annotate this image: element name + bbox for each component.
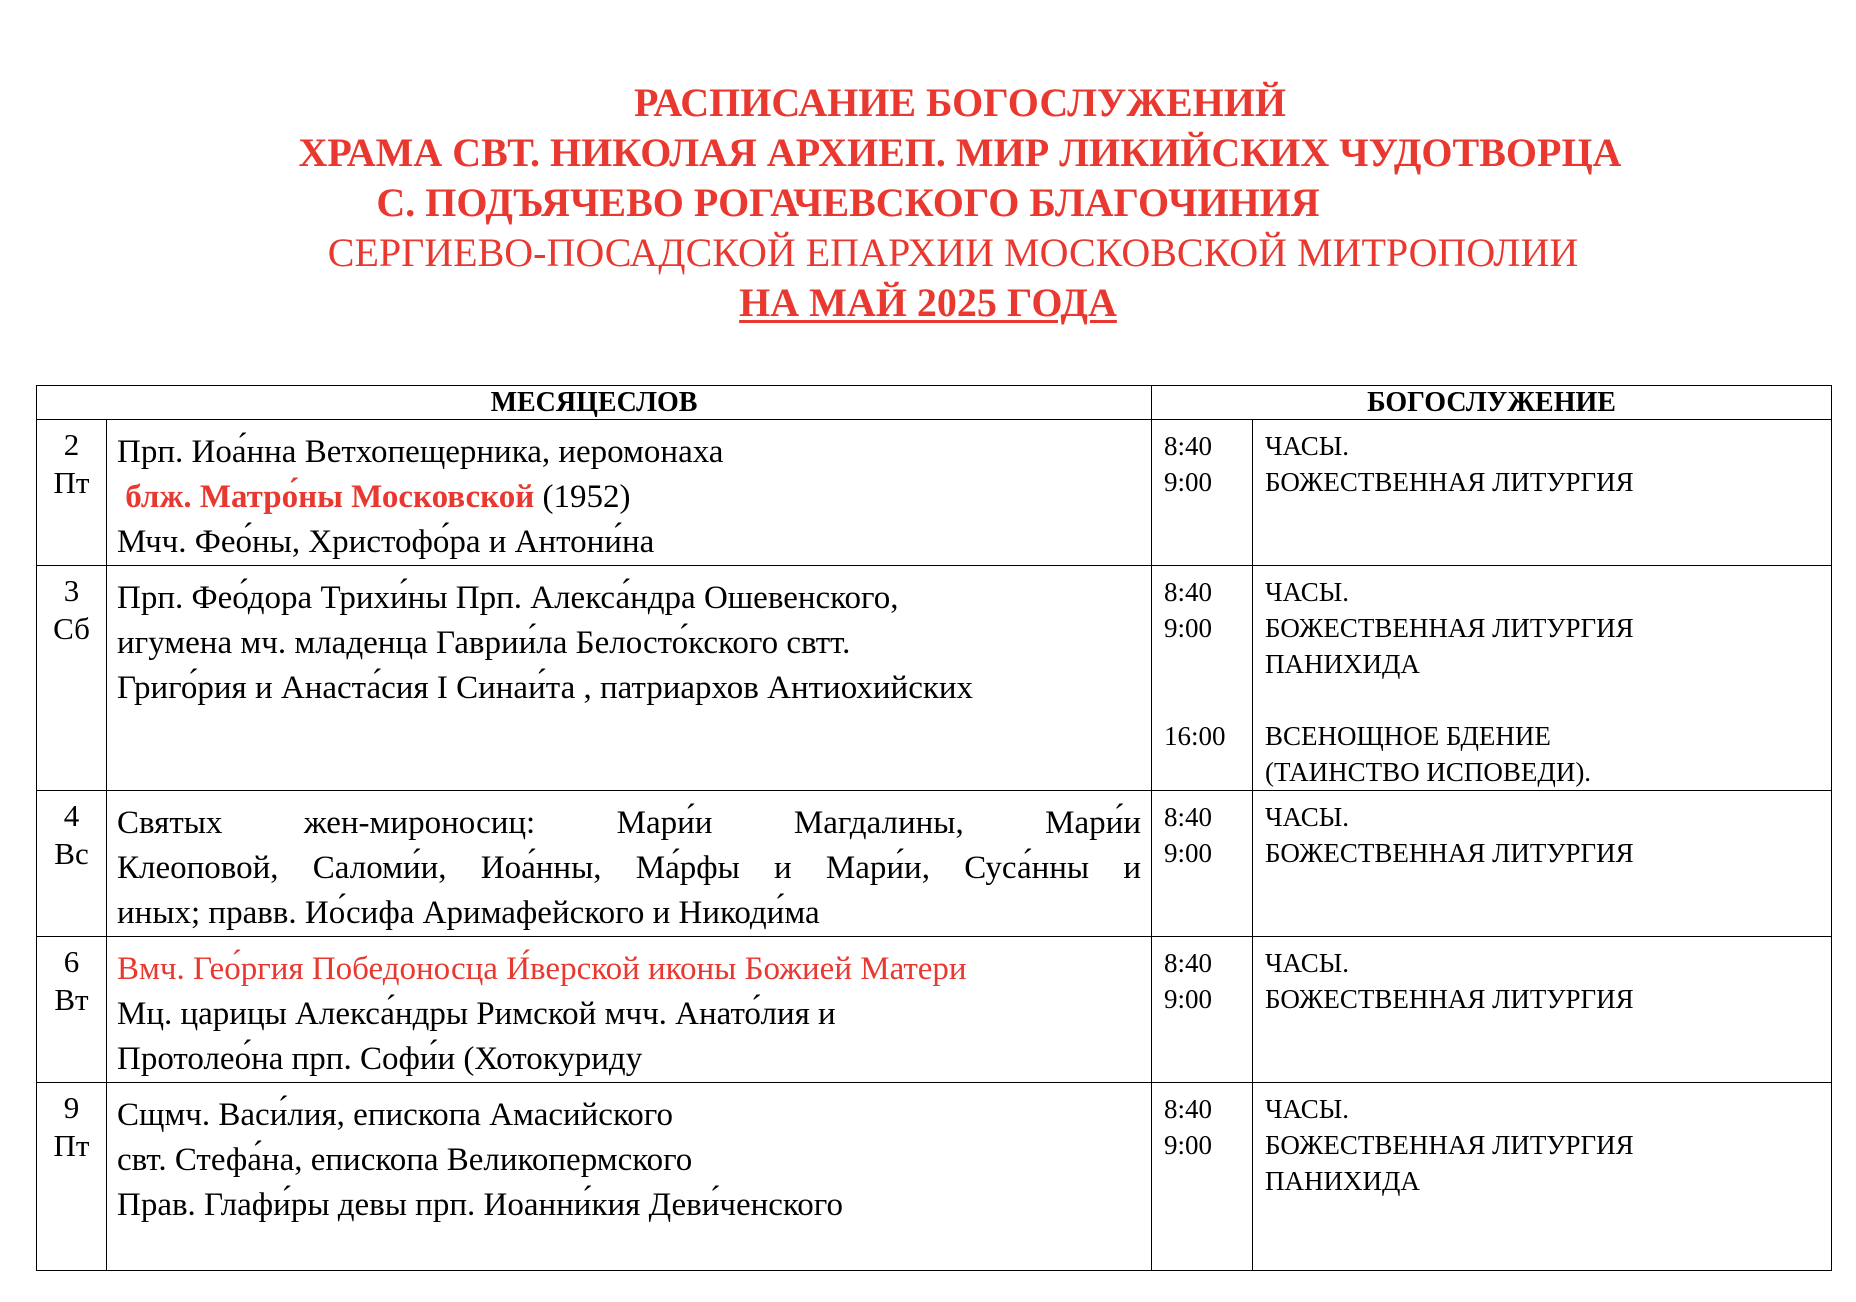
table-row [37,1083,1832,1271]
service-time: 8:40 [1164,577,1213,607]
date-cell [37,420,107,566]
table-row [37,566,1832,791]
service-time: 9:00 [1164,613,1213,643]
time-cell [1152,937,1253,1083]
column-header-menologion: МЕСЯЦЕСЛОВ [37,386,1152,420]
service-time: 9:00 [1164,984,1213,1014]
header-title: РАСПИСАНИЕ БОГОСЛУЖЕНИЙ [634,80,1286,125]
service-time: 9:00 [1164,467,1213,497]
service-cell [1253,420,1832,566]
saints-line: свт. Стефа́на, епископа Великопермского [117,1142,693,1178]
time-cell [1152,1083,1253,1271]
saints-line: Клеоповой, Саломи́и, Иоа́нны, Ма́рфы и Мари́и, Суса́нны и [117,850,1141,886]
saints-line: Григо́рия и Анаста́сия I Синаи́та , патриархов Антиохийских [117,670,974,706]
saints-line: Прав. Глафи́ры девы прп. Иоанни́кия Деви́ченского [117,1187,843,1223]
date-cell [37,1083,107,1271]
service-time: 9:00 [1164,1130,1213,1160]
service-name: БОЖЕСТВЕННАЯ ЛИТУРГИЯ [1265,838,1634,868]
table-row [37,791,1832,937]
schedule-header [0,78,1856,328]
service-time: 8:40 [1164,948,1213,978]
saints-cell [107,791,1152,937]
weekday: Вс [54,836,89,871]
saints-line: Мц. царицы Алекса́ндры Римской мчч. Анато́лия и [117,996,836,1032]
saints-line [117,475,1141,520]
date-cell [37,791,107,937]
column-header-service: БОГОСЛУЖЕНИЕ [1152,386,1832,420]
service-time: 8:40 [1164,431,1213,461]
table-row [37,420,1832,566]
saints-cell [107,420,1152,566]
service-cell [1253,1083,1832,1271]
service-name: ЧАСЫ. [1265,577,1350,607]
date-cell [37,566,107,791]
weekday: Пт [53,1128,90,1163]
service-name: ЧАСЫ. [1265,1094,1350,1124]
header-month: НА МАЙ 2025 ГОДА [739,280,1117,325]
day-number: 4 [63,798,80,833]
service-name: ЧАСЫ. [1265,431,1350,461]
service-time: 9:00 [1164,838,1213,868]
service-time: 16:00 [1164,721,1226,751]
highlighted-feast: Вмч. Гео́ргия Победоносца И́верской иконы Божией Матери [117,951,967,987]
service-name: БОЖЕСТВЕННАЯ ЛИТУРГИЯ [1265,1130,1634,1160]
service-name: ВСЕНОЩНОЕ БДЕНИЕ [1265,721,1551,751]
saints-cell [107,1083,1152,1271]
feast-year: (1952) [534,479,631,515]
service-cell [1253,566,1832,791]
saints-line: Прп. Иоа́нна Ветхопещерника, иеромонаха [117,434,724,470]
saints-cell [107,937,1152,1083]
saints-line: Мчч. Фео́ны, Христофо́ра и Антони́на [117,524,655,560]
saints-line: Святых жен-мироносиц: Мари́и Магдалины, Мари́и [117,805,1141,841]
service-name: БОЖЕСТВЕННАЯ ЛИТУРГИЯ [1265,984,1634,1014]
time-cell [1152,791,1253,937]
date-cell [37,937,107,1083]
service-name: (ТАИНСТВО ИСПОВЕДИ). [1265,757,1592,787]
header-church-name: ХРАМА СВТ. НИКОЛАЯ АРХИЕП. МИР ЛИКИЙСКИХ ЧУДОТВОРЦА [298,130,1622,175]
header-village-deanery: С. ПОДЪЯЧЕВО РОГАЧЕВСКОГО БЛАГОЧИНИЯ [376,180,1320,225]
service-name: БОЖЕСТВЕННАЯ ЛИТУРГИЯ [1265,467,1634,497]
saints-line: Сщмч. Васи́лия, епископа Амасийского [117,1097,674,1133]
service-name: ПАНИХИДА [1265,649,1420,679]
service-name: ЧАСЫ. [1265,948,1350,978]
table-row [37,937,1832,1083]
day-number: 3 [63,573,80,608]
weekday: Сб [53,611,90,646]
highlighted-feast: блж. Матро́ны Московской [125,479,535,515]
saints-line: Прп. Фео́дора Трихи́ны Прп. Алекса́ндра Ошевенского, [117,580,899,616]
time-cell [1152,420,1253,566]
saints-cell [107,566,1152,791]
service-name: ЧАСЫ. [1265,802,1350,832]
weekday: Пт [53,465,90,500]
table-header-row [37,386,1832,420]
header-diocese: СЕРГИЕВО-ПОСАДСКОЙ ЕПАРХИИ МОСКОВСКОЙ МИТРОПОЛИИ [327,230,1579,275]
service-name: ПАНИХИДА [1265,1166,1420,1196]
saints-line: игумена мч. младенца Гаврии́ла Белосто́кского свтт. [117,625,851,661]
schedule-table [36,385,1832,1271]
service-name: БОЖЕСТВЕННАЯ ЛИТУРГИЯ [1265,613,1634,643]
service-time: 8:40 [1164,1094,1213,1124]
saints-line: иных; правв. Ио́сифа Аримафейского и Никоди́ма [117,895,820,931]
day-number: 6 [63,944,80,979]
service-cell [1253,937,1832,1083]
day-number: 2 [63,427,80,462]
saints-line: Протолео́на прп. Софи́и (Хотокуриду [117,1041,643,1077]
service-time: 8:40 [1164,802,1213,832]
service-cell [1253,791,1832,937]
day-number: 9 [63,1090,80,1125]
time-cell [1152,566,1253,791]
weekday: Вт [54,982,89,1017]
